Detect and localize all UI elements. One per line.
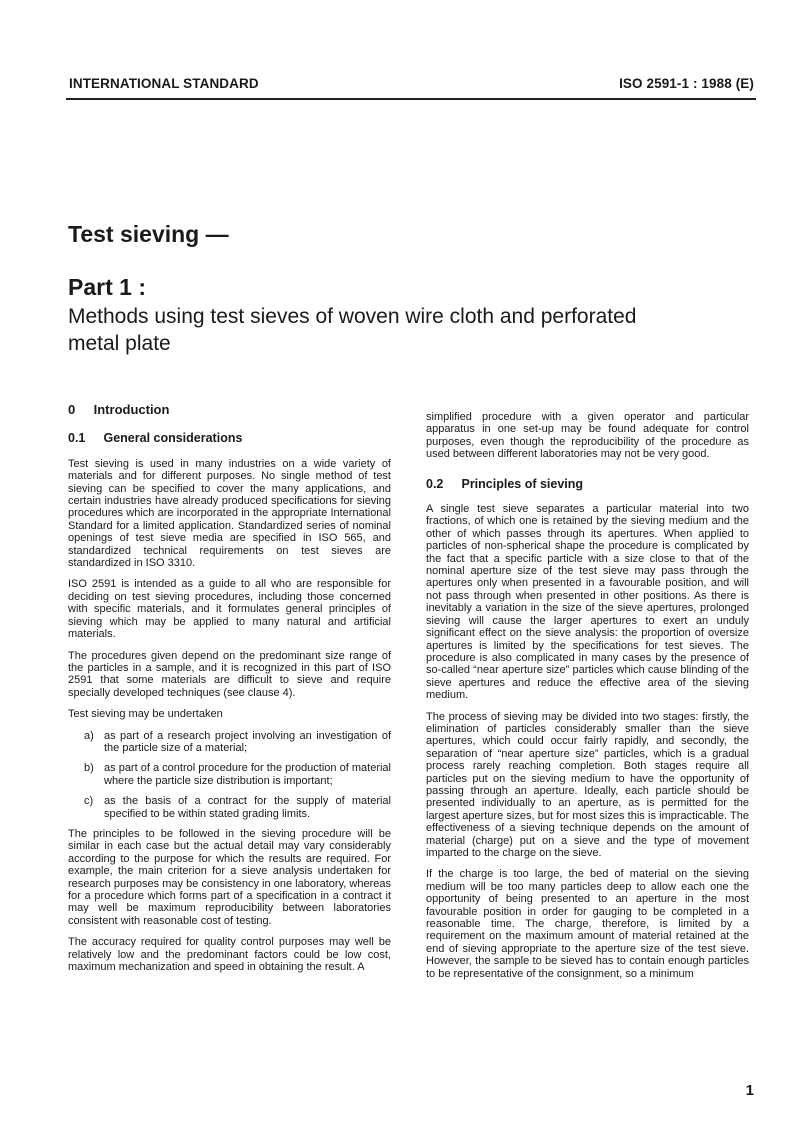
paragraph: The accuracy required for quality control purposes may well be relatively low and the predominant factors could be low cost, maximum mechanization and speed in obtaining the result. A bbox=[68, 936, 391, 974]
paragraph: simplified procedure with a given operator and particular apparatus in one set-up may be found adequate for control purposes, even though the reproducibility of the procedure as used between different laboratories may not be very good. bbox=[426, 411, 749, 461]
paragraph: Test sieving is used in many industries on a wide variety of materials and for different purposes. No single method of test sieving can be specified to cover the many applications, and certain industries have already produced specifications for sieving procedures which are incorporated in the appropriate International Standard for a limited application. Standardized series of nominal openings of test sieve media are specified in ISO 565, and standardized technical requirements on test sieves are standardized in ISO 3310. bbox=[68, 457, 391, 570]
paragraph: The procedures given depend on the predominant size range of the particles in a sample, and it is recognized in this part of ISO 2591 that some materials are difficult to sieve and require specially developed techniques (see clause 4). bbox=[68, 649, 391, 699]
paragraph: If the charge is too large, the bed of material on the sieving medium will be too many particles deep to allow each one the opportunity of being presented to an aperture in the most favourable position in order for gauging to be completed in a reasonable time. The charge, therefore, is limited by a requirement on the maximum amount of material retained at the end of sieving appropriate to the aperture size of the test sieve. However, the sample to be sieved has to contain enough particles to be representative of the consignment, so a minimum bbox=[426, 868, 749, 980]
paragraph: The principles to be followed in the sieving procedure will be similar in each case but the actual detail may vary considerably according to the purpose for which the results are required. For example, the main criterion for a sieve analysis undertaken for research purposes may be consistency in one laboratory, whereas for a procedure which forms part of a specification in a contract it may well be maximum reproducibility between laboratories consistent with reasonable cost of testing. bbox=[68, 827, 391, 927]
list-marker: a) bbox=[84, 729, 94, 742]
list-item bbox=[68, 795, 391, 820]
paragraph: Test sieving may be undertaken bbox=[68, 708, 223, 721]
list-text: as part of a research project involving an investigation of the particle size of a material; bbox=[104, 729, 391, 754]
list-text: as the basis of a contract for the supply of material specified to be within stated grading limits. bbox=[104, 795, 391, 820]
list-item bbox=[68, 762, 391, 787]
running-header bbox=[69, 76, 754, 91]
list-item bbox=[68, 730, 391, 755]
section-title: General considerations bbox=[103, 431, 243, 446]
section-0-heading bbox=[68, 404, 391, 416]
section-0-2-heading bbox=[426, 478, 749, 490]
page-number: 1 bbox=[745, 1082, 754, 1099]
right-column bbox=[426, 411, 749, 989]
section-number: 0.1 bbox=[68, 431, 86, 446]
document-subtitle: Methods using test sieves of woven wire cloth and perforated metal plate bbox=[68, 305, 637, 355]
part-label: Part 1 : bbox=[68, 274, 146, 300]
left-column bbox=[68, 404, 391, 982]
header-divider bbox=[66, 98, 756, 100]
section-number: 0.2 bbox=[426, 476, 444, 491]
list-marker: c) bbox=[84, 795, 94, 808]
paragraph: A single test sieve separates a particular material into two fractions, of which one is retained by the sieving medium and the other of which passes through its apertures. When applied to particles of non-spherical shape the procedure is complicated by the fact that a specific particle with a size close to that of the nominal aperture size of the test sieve may pass through the apertures only when presented in a favourable position, and will not pass through when presented in other positions. As there is inevitably a variation in the size of the sieve apertures, prolonged sieving will cause the larger apertures to exert an unduly significant effect on the sieve analysis: the proportion of oversize apertures is limited by the specifications for test sieves. The procedure is also complicated in many cases by the presence of so-called “near aperture size” particles which cause blinding of the sieve apertures and reduce the effective area of the sieving medium. bbox=[426, 503, 749, 702]
purpose-list bbox=[68, 730, 391, 820]
header-document-id: ISO 2591-1 : 1988 (E) bbox=[619, 76, 754, 91]
section-title: Principles of sieving bbox=[461, 476, 584, 491]
document-title: Test sieving — bbox=[68, 221, 229, 247]
list-marker: b) bbox=[84, 762, 94, 775]
paragraph: The process of sieving may be divided into two stages: firstly, the elimination of particles considerably smaller than the sieve apertures, which could occur fairly rapidly, and secondly, the separation of “near aperture size” particles, which is a gradual process rarely reaching completion. Both stages require all particles put on the sieving medium to have the opportunity of passing through an aperture. Ideally, each particle should be presented individually to an aperture, as is permitted for the largest aperture sizes, but for most sizes this is impracticable. The effectiveness of a sieving technique depends on the amount of material (charge) put on a sieve and the type of movement imparted to the charge on the sieve. bbox=[426, 710, 749, 859]
section-title: Introduction bbox=[93, 402, 170, 417]
section-number: 0 bbox=[68, 402, 76, 417]
header-standard-type: INTERNATIONAL STANDARD bbox=[69, 76, 259, 91]
section-0-1-heading bbox=[68, 432, 391, 444]
paragraph: ISO 2591 is intended as a guide to all who are responsible for deciding on test sieving procedures, including those concerned with specific materials, and it formulates general principles of sieving which may be applied to many natural and artificial materials. bbox=[68, 578, 391, 641]
list-text: as part of a control procedure for the production of material where the particle size distribution is important; bbox=[104, 762, 391, 787]
